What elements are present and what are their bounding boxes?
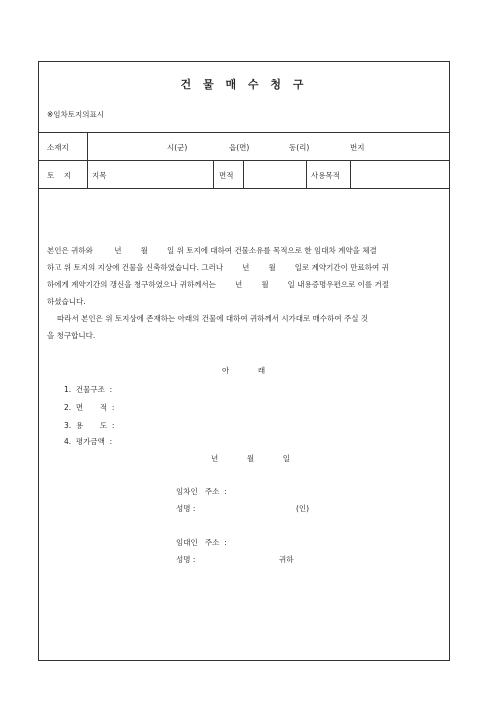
- land-area-label: 면적: [219, 171, 234, 180]
- land-jimok-label: 지목: [92, 171, 107, 180]
- table-bottom-border: [39, 188, 449, 189]
- body-paragraph-2-line-2: 을 청구합니다.: [47, 331, 96, 340]
- land-purpose-label: 사용목적: [311, 171, 340, 180]
- below-heading: 아 래: [222, 366, 266, 375]
- table-label-column-divider: [87, 132, 88, 188]
- landlord-honorific: 귀하: [279, 555, 294, 564]
- table-column-divider: [213, 160, 214, 188]
- body-paragraph-2-line-1: 따라서 본인은 위 토지상에 존재하는 아래의 건물에 대하여 귀하께서 시가대로 매수하여 주실 것: [57, 314, 369, 323]
- table-top-border: [39, 132, 449, 133]
- date-line: 년 월 일: [211, 454, 290, 463]
- body-paragraph-1-line-4: 하셨습니다.: [47, 297, 86, 306]
- tenant-name: 성명 :: [176, 504, 196, 513]
- body-paragraph-1-line-2: 하고 위 토지의 지상에 건물을 신축하였습니다. 그러나 년 월 일로 계약기간이 만료하여 귀: [47, 263, 389, 272]
- location-dong: 동(리): [289, 143, 310, 152]
- item-area: 2. 면 적 :: [64, 403, 115, 412]
- item-structure: 1. 건물구조 :: [64, 385, 113, 394]
- table-column-divider: [350, 160, 351, 188]
- location-si: 시(군): [167, 143, 188, 152]
- location-label: 소재지: [47, 143, 69, 152]
- tenant-address: 임차인 주소 :: [176, 487, 227, 496]
- table-column-divider: [306, 160, 307, 188]
- form-frame: [38, 61, 450, 661]
- table-row-divider: [39, 160, 449, 161]
- land-display-note: ※임차토지의표시: [47, 110, 104, 119]
- location-eup: 읍(면): [229, 143, 250, 152]
- document-title: 건 물 매 수 청 구: [180, 78, 308, 91]
- land-label: 토 지: [47, 171, 72, 180]
- location-beonji: 번지: [350, 143, 365, 152]
- tenant-seal: (인): [296, 504, 310, 513]
- item-valuation: 4. 평가금액 :: [64, 437, 113, 446]
- body-paragraph-1-line-1: 본인은 귀하와 년 월 일 위 토지에 대하여 건물소유를 목적으로 한 임대차 계약을 체결: [47, 246, 377, 255]
- body-paragraph-1-line-3: 하에게 계약기간의 갱신을 청구하였으나 귀하께서는 년 월 일 내용증명우편으로 이를 거절: [47, 280, 389, 289]
- landlord-name: 성명 :: [176, 555, 196, 564]
- table-column-divider: [243, 160, 244, 188]
- item-use: 3. 용 도 :: [64, 421, 115, 430]
- landlord-address: 임대인 주소 :: [176, 538, 227, 547]
